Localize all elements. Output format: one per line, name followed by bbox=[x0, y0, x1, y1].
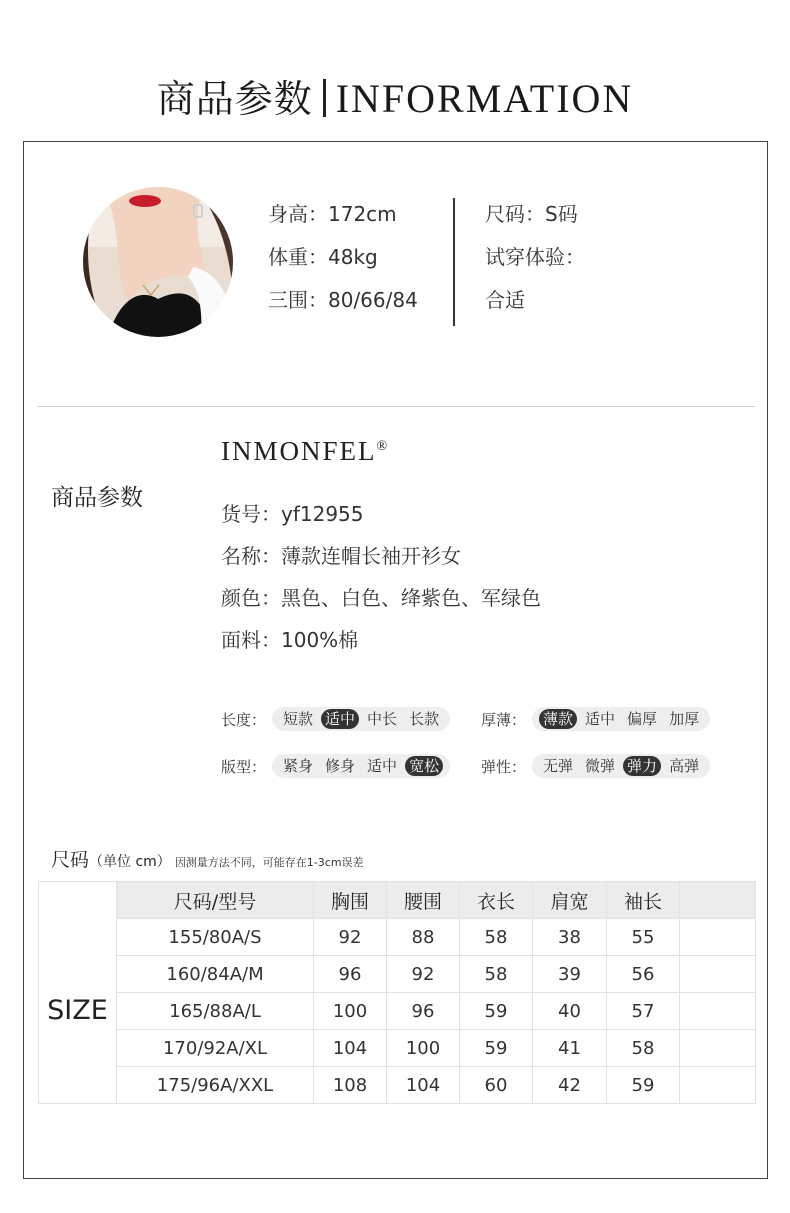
attr-label: 厚薄： bbox=[481, 710, 527, 729]
col-header bbox=[680, 882, 756, 919]
attr-option: 中长 bbox=[367, 710, 398, 728]
table-row bbox=[39, 1067, 756, 1104]
col-header: 衣长 bbox=[460, 882, 533, 919]
attr-option: 适中 bbox=[585, 710, 616, 728]
attr-option: 偏厚 bbox=[627, 710, 658, 728]
page-title bbox=[0, 68, 790, 123]
table-cell: 55 bbox=[607, 919, 680, 956]
attr-option: 加厚 bbox=[669, 710, 700, 728]
col-header: 肩宽 bbox=[533, 882, 607, 919]
table-cell: 41 bbox=[533, 1030, 607, 1067]
col-header: 袖长 bbox=[607, 882, 680, 919]
product-details bbox=[221, 500, 541, 668]
table-cell bbox=[680, 919, 756, 956]
model-measurements: 三围：80/66/84 bbox=[268, 288, 418, 312]
model-size: 尺码：S码 bbox=[485, 202, 578, 226]
table-cell: 59 bbox=[460, 1030, 533, 1067]
attr-options bbox=[272, 707, 450, 731]
table-cell: 96 bbox=[314, 956, 387, 993]
model-photo bbox=[83, 187, 233, 337]
attr-option: 微弹 bbox=[585, 757, 616, 775]
size-corner bbox=[39, 882, 117, 919]
attr-option: 无弹 bbox=[543, 757, 574, 775]
attr-option-selected: 适中 bbox=[321, 709, 359, 729]
title-cn: 商品参数 bbox=[156, 77, 313, 121]
table-row bbox=[39, 993, 756, 1030]
table-cell: 160/84A/M bbox=[117, 956, 314, 993]
table-cell: 92 bbox=[387, 956, 460, 993]
table-cell: 58 bbox=[607, 1030, 680, 1067]
attr-option-selected: 薄款 bbox=[539, 709, 577, 729]
table-cell: 59 bbox=[460, 993, 533, 1030]
model-fit bbox=[485, 200, 585, 329]
section-divider bbox=[38, 406, 755, 407]
size-table bbox=[38, 881, 756, 1104]
attr-option: 短款 bbox=[283, 710, 314, 728]
table-cell: 42 bbox=[533, 1067, 607, 1104]
table-cell: 58 bbox=[460, 919, 533, 956]
model-stats bbox=[268, 200, 418, 329]
table-cell: 170/92A/XL bbox=[117, 1030, 314, 1067]
size-title: 尺码 bbox=[51, 849, 90, 871]
table-cell: 56 bbox=[607, 956, 680, 993]
table-cell bbox=[680, 1067, 756, 1104]
table-cell: 38 bbox=[533, 919, 607, 956]
product-colors: 颜色：黑色、白色、绛紫色、军绿色 bbox=[221, 586, 541, 610]
table-cell: 59 bbox=[607, 1067, 680, 1104]
table-cell: 39 bbox=[533, 956, 607, 993]
title-en: INFORMATION bbox=[335, 76, 634, 121]
attr-thickness bbox=[481, 707, 710, 731]
table-cell: 60 bbox=[460, 1067, 533, 1104]
attr-options bbox=[532, 754, 710, 778]
table-cell: 165/88A/L bbox=[117, 993, 314, 1030]
table-cell bbox=[680, 993, 756, 1030]
table-row bbox=[39, 956, 756, 993]
registered-mark: ® bbox=[376, 439, 390, 454]
size-table-header bbox=[39, 882, 756, 919]
table-cell bbox=[680, 1030, 756, 1067]
model-height: 身高：172cm bbox=[268, 202, 397, 226]
size-note: 因测量方法不同，可能存在1-3cm误差 bbox=[174, 856, 364, 869]
table-cell: 104 bbox=[387, 1067, 460, 1104]
attr-option: 修身 bbox=[325, 757, 356, 775]
model-divider bbox=[453, 198, 455, 326]
attr-options bbox=[532, 707, 710, 731]
table-cell: 40 bbox=[533, 993, 607, 1030]
table-cell: 100 bbox=[314, 993, 387, 1030]
table-row bbox=[39, 919, 756, 956]
product-fabric: 面料：100%棉 bbox=[221, 628, 359, 652]
table-cell: 175/96A/XXL bbox=[117, 1067, 314, 1104]
attr-option-selected: 弹力 bbox=[623, 756, 661, 776]
attr-label: 长度： bbox=[221, 710, 267, 729]
table-cell: 155/80A/S bbox=[117, 919, 314, 956]
attr-label: 弹性： bbox=[481, 757, 527, 776]
table-cell: 100 bbox=[387, 1030, 460, 1067]
size-unit: （单位 cm） bbox=[89, 854, 171, 870]
fit-value: 合适 bbox=[485, 288, 525, 312]
table-cell: 96 bbox=[387, 993, 460, 1030]
table-cell: 58 bbox=[460, 956, 533, 993]
attr-elasticity bbox=[481, 754, 710, 778]
table-cell: 88 bbox=[387, 919, 460, 956]
attr-fit bbox=[221, 754, 450, 778]
title-divider bbox=[323, 79, 326, 117]
attr-option: 适中 bbox=[367, 757, 398, 775]
attr-option: 长款 bbox=[409, 710, 440, 728]
table-cell: 57 bbox=[607, 993, 680, 1030]
product-section-label: 商品参数 bbox=[51, 485, 143, 511]
brand-name: INMONFEL bbox=[221, 436, 377, 466]
size-side-label: SIZE bbox=[39, 919, 117, 1104]
size-heading bbox=[51, 845, 364, 872]
attr-option: 高弹 bbox=[669, 757, 700, 775]
col-header: 尺码/型号 bbox=[117, 882, 314, 919]
col-header: 胸围 bbox=[314, 882, 387, 919]
table-cell: 108 bbox=[314, 1067, 387, 1104]
attr-option: 紧身 bbox=[283, 757, 314, 775]
fit-label: 试穿体验： bbox=[485, 245, 585, 269]
table-cell bbox=[680, 956, 756, 993]
col-header: 腰围 bbox=[387, 882, 460, 919]
attr-length bbox=[221, 707, 450, 731]
product-sku: 货号：yf12955 bbox=[221, 502, 364, 526]
attr-label: 版型： bbox=[221, 757, 267, 776]
product-name: 名称：薄款连帽长袖开衫女 bbox=[221, 544, 461, 568]
model-weight: 体重：48kg bbox=[268, 245, 378, 269]
table-row bbox=[39, 1030, 756, 1067]
table-cell: 92 bbox=[314, 919, 387, 956]
table-cell: 104 bbox=[314, 1030, 387, 1067]
brand-logo bbox=[221, 436, 389, 467]
attr-option-selected: 宽松 bbox=[405, 756, 443, 776]
attr-options bbox=[272, 754, 450, 778]
